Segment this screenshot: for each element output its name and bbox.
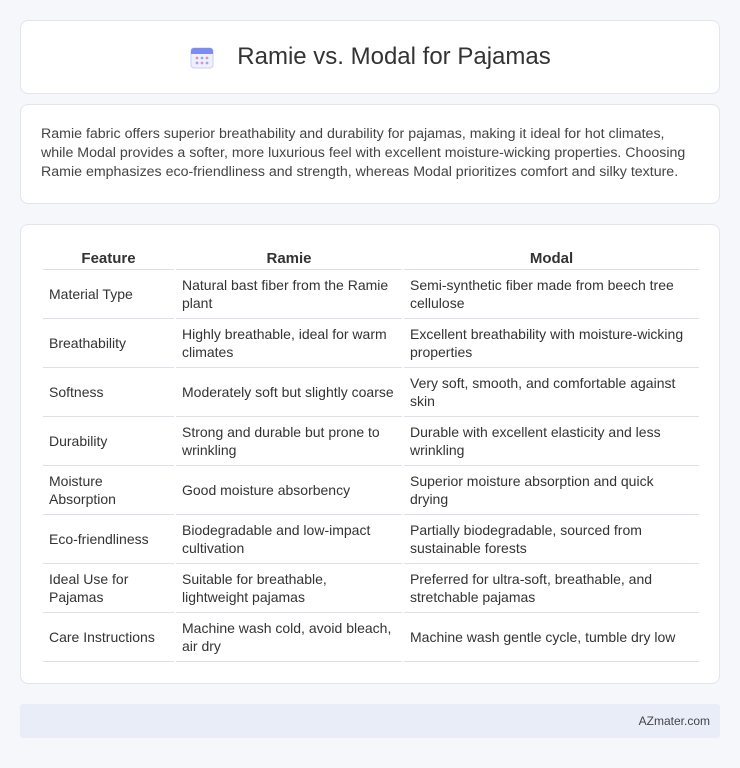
table-row (43, 465, 699, 514)
header-feature: Feature (43, 247, 175, 269)
header-modal: Modal (403, 247, 699, 269)
header-ramie: Ramie (175, 247, 403, 269)
ramie-cell: Suitable for breathable, lightweight pajamas (175, 563, 403, 612)
modal-cell: Partially biodegradable, sourced from sustainable forests (403, 514, 699, 563)
feature-cell: Durability (43, 416, 175, 465)
ramie-cell: Natural bast fiber from the Ramie plant (175, 269, 403, 318)
ramie-cell: Highly breathable, ideal for warm climates (175, 318, 403, 367)
ramie-cell: Machine wash cold, avoid bleach, air dry (175, 612, 403, 661)
comparison-table (43, 247, 699, 662)
footer-site-link[interactable]: AZmater.com (638, 714, 710, 728)
table-header-row (43, 247, 699, 269)
ramie-cell: Moderately soft but slightly coarse (175, 367, 403, 416)
modal-cell: Superior moisture absorption and quick drying (403, 465, 699, 514)
title-card (20, 20, 720, 94)
intro-paragraph: Ramie fabric offers superior breathability and durability for pajamas, making it ideal for hot climates, while Modal provides a softer, more luxurious feel with excellent moisture-wicking properties. Choosing Ramie emphasizes eco-friendliness and strength, whereas Modal prioritizes comfort and silky texture. (41, 126, 686, 180)
table-row (43, 269, 699, 318)
feature-cell: Ideal Use for Pajamas (43, 563, 175, 612)
feature-cell: Material Type (43, 269, 175, 318)
modal-cell: Excellent breathability with moisture-wicking properties (403, 318, 699, 367)
feature-cell: Eco-friendliness (43, 514, 175, 563)
calendar-icon (189, 44, 215, 70)
table-row (43, 612, 699, 661)
modal-cell: Semi-synthetic fiber made from beech tree cellulose (403, 269, 699, 318)
feature-cell: Moisture Absorption (43, 465, 175, 514)
modal-cell: Durable with excellent elasticity and less wrinkling (403, 416, 699, 465)
modal-cell: Machine wash gentle cycle, tumble dry low (403, 612, 699, 661)
feature-cell: Care Instructions (43, 612, 175, 661)
comparison-card (20, 224, 720, 684)
modal-cell: Preferred for ultra-soft, breathable, and stretchable pajamas (403, 563, 699, 612)
table-row (43, 318, 699, 367)
feature-cell: Breathability (43, 318, 175, 367)
ramie-cell: Good moisture absorbency (175, 465, 403, 514)
page-title: Ramie vs. Modal for Pajamas (237, 43, 551, 70)
table-row (43, 367, 699, 416)
modal-cell: Very soft, smooth, and comfortable against skin (403, 367, 699, 416)
ramie-cell: Biodegradable and low-impact cultivation (175, 514, 403, 563)
ramie-cell: Strong and durable but prone to wrinkling (175, 416, 403, 465)
table-row (43, 416, 699, 465)
feature-cell: Softness (43, 367, 175, 416)
footer-bar (20, 704, 720, 738)
intro-card (20, 104, 720, 204)
table-row (43, 514, 699, 563)
table-row (43, 563, 699, 612)
